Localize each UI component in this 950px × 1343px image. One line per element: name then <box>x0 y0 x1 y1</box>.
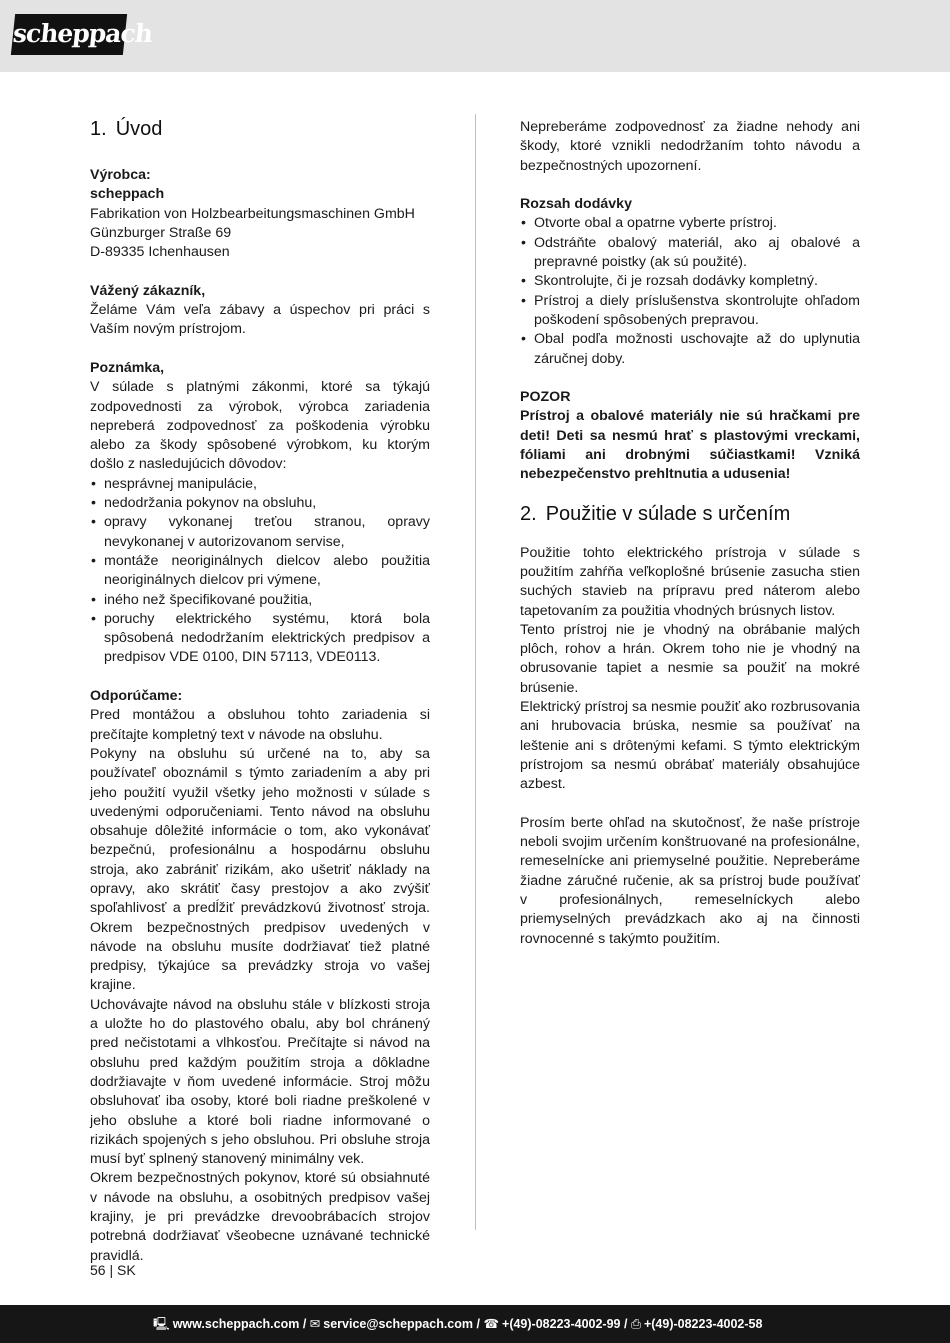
right-column <box>520 118 860 949</box>
note-text: V súlade s platnými zákonmi, ktoré sa týkajú zodpovednosti za výrobok, výrobca zariadenia nepreberá zodpovednosť za poškodenia výrobku alebo za škody spôsobené výrobkom, ku ktorým došlo z nasledujúcich dôvodov: <box>90 379 430 473</box>
computer-icon: 🖳 <box>153 1317 170 1331</box>
heading-number: 2. <box>520 502 537 525</box>
website-link[interactable]: www.scheppach.com <box>172 1317 300 1331</box>
warning-label: POZOR <box>520 389 571 406</box>
heading-number: 1. <box>90 118 107 140</box>
list-item: • iného než špecifikované použitia, <box>90 591 430 610</box>
list-item: • nedodržania pokynov na obsluhu, <box>90 494 430 513</box>
maker-street: Günzburger Straße 69 <box>90 224 232 241</box>
list-item: • Otvorte obal a opatrne vyberte prístroj. <box>520 214 860 233</box>
list-item: • opravy vykonanej treťou stranou, opravy nevykonanej v autorizovanom servise, <box>90 513 430 552</box>
use-paragraph: Elektrický prístroj sa nesmie použiť ako rozbrusovania ani hrubovacia brúska, nesmie sa používať na leštenie ani s drôtenými kefami. S týmto elektrickým prístrojom sa nesmú obrábať materiály obsahujúce azbest. <box>520 699 860 793</box>
page-number: 56 | SK <box>90 1262 136 1278</box>
scope-list <box>520 214 860 368</box>
fax-icon: ⎙ <box>630 1317 641 1331</box>
list-item: • Prístroj a diely príslušenstva skontrolujte ohľadom poškodení spôsobených prepravou. <box>520 292 860 331</box>
dear-customer-label: Vážený zákazník, <box>90 282 206 299</box>
recommend-paragraph: Okrem bezpečnostných pokynov, ktoré sú obsiahnuté v návode na obsluhu, a osobitných predpisov vašej krajiny, je pri prevádzke drevoobrábacích strojov potrebná dodržiavať všeobecne uznávané technické pravidlá. <box>90 1170 430 1264</box>
heading-text: Úvod <box>115 118 163 140</box>
list-item: • poruchy elektrického systému, ktorá bola spôsobená nedodržaním elektrických predpisov a predpisov VDE 0100, DIN 57113, VDE0113. <box>90 610 430 668</box>
heading-text: Použitie v súlade s určením <box>545 502 791 525</box>
contact-line <box>153 1305 762 1343</box>
list-item: • Obal podľa možnosti uschovajte až do uplynutia záručnej doby. <box>520 330 860 369</box>
closing-paragraph: Prosím berte ohľad na skutočnosť, že naše prístroje neboli svojim určením konštruované na profesionálne, remeselnícke ani priemyselné použitie. Nepreberáme žiadne záručné ručenie, ak sa prístroj bude používať v profesionálnych, remeselníckych alebo priemyselných prevádzkach ako aj na činnosti rovnocenné s takýmto použitím. <box>520 814 860 947</box>
maker-label: Výrobca: <box>90 167 151 183</box>
scheppach-logo: scheppach <box>11 14 127 55</box>
recommend-paragraph: Pred montážou a obsluhou tohto zariadenia si prečítajte kompletný text v návode na obsluhu. <box>90 707 430 743</box>
page-header <box>0 0 950 72</box>
maker-name: scheppach <box>90 186 165 203</box>
list-item: • Odstráňte obalový materiál, ako aj obalové a prepravné poistky (ak sú použité). <box>520 234 860 273</box>
section-heading-intro <box>90 118 430 140</box>
recommend-paragraph: Uchovávajte návod na obsluhu stále v blízkosti stroja a uložte ho do plastového obalu, aby bol chránený pred nečistotami a vlhkosťou. Prečítajte si návod na obsluhu pred každým použitím stroja a dôkladne dodržiavajte v ňom uvedené informácie. Stroj môžu obsluhovať iba osoby, ktoré boli riadne preškolené v jeho obsluhe a ktoré boli riadne informované o rizikách spojených s jeho obsluhou. Pri obsluhe stroja musí byť splnený stanovený minimálny vek. <box>90 996 430 1168</box>
fax-number: +(49)-08223-4002-58 <box>643 1317 763 1331</box>
separator: / <box>473 1317 484 1331</box>
telephone-icon: ☎ <box>483 1317 500 1331</box>
note-list <box>90 475 430 668</box>
recommend-label: Odporúčame: <box>90 688 183 705</box>
use-paragraph: Tento prístroj nie je vhodný na obrábanie malých plôch, rohov a hrán. Okrem toho nie je vhodný na obrusovanie tapiet a nesmie sa použiť na mokré brúsenie. <box>520 621 860 696</box>
dear-customer-text: Želáme Vám veľa zábavy a úspechov pri práci s Vaším novým prístrojom. <box>90 302 430 338</box>
list-item: • Skontrolujte, či je rozsah dodávky kompletný. <box>520 272 860 291</box>
liability-text: Nepreberáme zodpovednosť za žiadne nehody ani škody, ktoré vznikli nedodržaním tohto návodu a bezpečnostných upozornení. <box>520 119 860 174</box>
recommend-paragraph: Pokyny na obsluhu sú určené na to, aby sa používateľ oboznámil s týmto zariadením a aby pri jeho použití využil všetky jeho možnosti v súlade s uvedenými odporučeniami. Tento návod na obsluhu obsahuje dôležité informácie o tom, ako vykonávať bezpečnú, profesionálnu a hospodárnu obsluhu stroja, ako zabrániť rizikám, ako ušetriť náklady na opravy, ako skrátiť časy prestojov a ako zvýšiť spoľahlivosť a predĺžiť prevádzkovú životnosť stroja. Okrem bezpečnostných predpisov uvedených v návode na obsluhu musíte dodržiavať tiež platné predpisy, týkajúce sa prevádzky stroja vo vašej krajine. <box>90 745 430 994</box>
footer-bar <box>0 1305 950 1343</box>
separator: / <box>299 1317 310 1331</box>
list-item: • nesprávnej manipulácie, <box>90 475 430 494</box>
envelope-icon: ✉ <box>309 1317 321 1331</box>
section-heading-intended-use <box>520 503 860 525</box>
left-column <box>90 118 430 1266</box>
use-paragraph: Použitie tohto elektrického prístroja v súlade s použitím zahŕňa veľkoplošné brúsenie zasucha stien suchých stavieb na prípravu pred náterom alebo tapetovaním za použitia vhodných brúsnych listov. <box>520 544 860 619</box>
separator: / <box>620 1317 631 1331</box>
maker-company: Fabrikation von Holzbearbeitungsmaschinen GmbH <box>90 205 415 222</box>
warning-text: Prístroj a obalové materiály nie sú hračkami pre deti! Deti sa nesmú hrať s plastovými vreckami, fóliami ani drobnými súčiastkami! Vzniká nebezpečenstvo prehltnutia a udusenia! <box>520 408 860 483</box>
list-item: • montáže neoriginálnych dielcov alebo použitia neoriginálnych dielcov pri výmene, <box>90 552 430 591</box>
maker-city: D-89335 Ichenhausen <box>90 244 230 261</box>
note-label: Poznámka, <box>90 359 165 376</box>
column-divider <box>475 114 476 1230</box>
email-link[interactable]: service@scheppach.com <box>323 1317 474 1331</box>
scope-label: Rozsah dodávky <box>520 196 632 213</box>
phone-number: +(49)-08223-4002-99 <box>502 1317 621 1331</box>
